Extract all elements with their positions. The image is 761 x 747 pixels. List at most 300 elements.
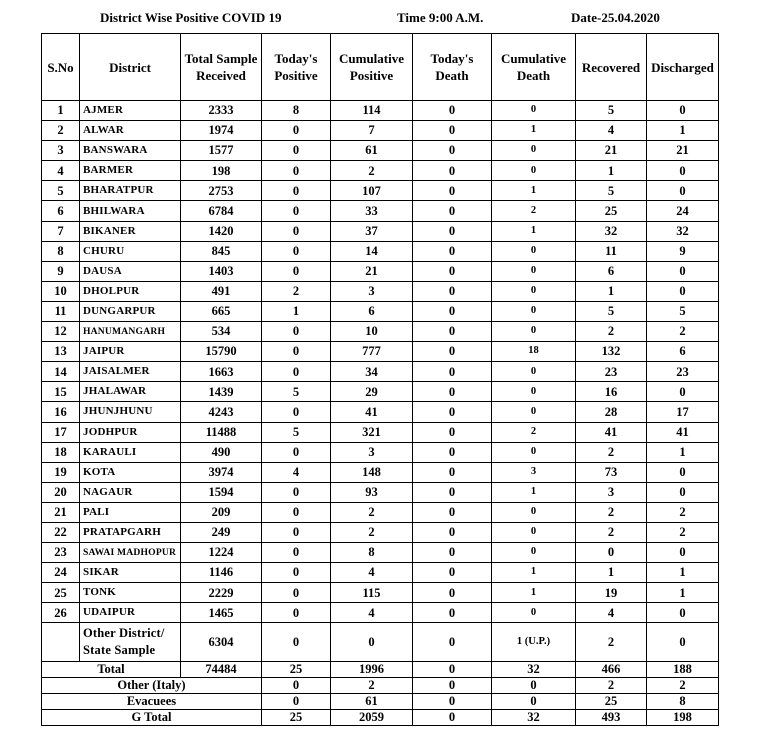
row-cumulative-positive: 107: [331, 181, 413, 201]
row-sno: 23: [42, 543, 80, 563]
row-todays-positive: 2: [262, 281, 331, 301]
evacuees-label: Evacuees: [42, 694, 262, 710]
row-cumulative-positive: 3: [331, 281, 413, 301]
grand-total-todays-positive: 25: [262, 710, 331, 726]
row-cumulative-death: 0: [492, 362, 576, 382]
row-cumulative-death: 0: [492, 322, 576, 342]
row-discharged: 23: [647, 362, 719, 382]
row-discharged: 0: [647, 482, 719, 502]
row-recovered: 32: [576, 221, 647, 241]
row-total-sample: 1403: [181, 261, 262, 281]
row-district: DAUSA: [80, 261, 181, 281]
row-todays-positive: 0: [262, 322, 331, 342]
table-row: [42, 382, 719, 402]
row-cumulative-positive: 7: [331, 121, 413, 141]
row-recovered: 25: [576, 201, 647, 221]
row-todays-death: 0: [413, 161, 492, 181]
row-recovered: 1: [576, 563, 647, 583]
row-todays-death: 0: [413, 522, 492, 542]
row-todays-positive: 0: [262, 161, 331, 181]
row-todays-death: 0: [413, 121, 492, 141]
row-discharged: 2: [647, 522, 719, 542]
row-cumulative-death: 1: [492, 121, 576, 141]
total-todays-positive: 25: [262, 662, 331, 678]
table-row: [42, 502, 719, 522]
col-sno: S.No: [42, 34, 80, 101]
row-sno: 7: [42, 221, 80, 241]
row-discharged: 1: [647, 121, 719, 141]
col-cumulative-positive: Cumulative Positive: [331, 34, 413, 101]
row-todays-death: 0: [413, 241, 492, 261]
evacuees-discharged: 8: [647, 694, 719, 710]
table-row: [42, 322, 719, 342]
row-todays-positive: 0: [262, 342, 331, 362]
row-district: PALI: [80, 502, 181, 522]
evacuees-todays-positive: 0: [262, 694, 331, 710]
row-cumulative-positive: 6: [331, 301, 413, 321]
table-row: [42, 342, 719, 362]
row-todays-positive: 0: [262, 181, 331, 201]
row-total-sample: 2229: [181, 583, 262, 603]
row-district: AJMER: [80, 101, 181, 121]
row-total-sample: 1465: [181, 603, 262, 623]
row-sno: 18: [42, 442, 80, 462]
row-total-sample: 15790: [181, 342, 262, 362]
row-total-sample: 6784: [181, 201, 262, 221]
row-recovered: 2: [576, 442, 647, 462]
row-district: JHUNJHUNU: [80, 402, 181, 422]
row-todays-positive: 0: [262, 362, 331, 382]
row-total-sample: 1974: [181, 121, 262, 141]
row-cumulative-death: 0: [492, 261, 576, 281]
row-recovered: 4: [576, 121, 647, 141]
table-row: [42, 402, 719, 422]
row-todays-positive: 8: [262, 101, 331, 121]
row-district: HANUMANGARH: [80, 322, 181, 342]
row-todays-positive: 0: [262, 603, 331, 623]
row-total-sample: 1224: [181, 543, 262, 563]
row-discharged: 0: [647, 161, 719, 181]
grand-total-label: G Total: [42, 710, 262, 726]
row-discharged: 1: [647, 563, 719, 583]
row-todays-positive: 0: [262, 583, 331, 603]
col-recovered: Recovered: [576, 34, 647, 101]
row-cumulative-death: 0: [492, 301, 576, 321]
report-time: Time 9:00 A.M.: [397, 10, 484, 25]
row-total-sample: 4243: [181, 402, 262, 422]
row-recovered: 2: [576, 502, 647, 522]
row-recovered: 11: [576, 241, 647, 261]
row-discharged: 5: [647, 301, 719, 321]
row-cumulative-death: 0: [492, 603, 576, 623]
table-row: [42, 603, 719, 623]
table-row: [42, 583, 719, 603]
row-todays-positive: 1: [262, 301, 331, 321]
row-discharged: 2: [647, 502, 719, 522]
row-recovered: 3: [576, 482, 647, 502]
row-todays-death: 0: [413, 181, 492, 201]
row-district: PRATAPGARH: [80, 522, 181, 542]
row-district: UDAIPUR: [80, 603, 181, 623]
italy-recovered: 2: [576, 678, 647, 694]
total-row: [42, 662, 719, 678]
row-discharged: 6: [647, 342, 719, 362]
row-todays-death: 0: [413, 301, 492, 321]
grand-total-discharged: 198: [647, 710, 719, 726]
row-cumulative-positive: 4: [331, 603, 413, 623]
row-todays-death: 0: [413, 442, 492, 462]
table-row: [42, 482, 719, 502]
row-district: ALWAR: [80, 121, 181, 141]
row-todays-positive: 0: [262, 141, 331, 161]
row-discharged: 1: [647, 583, 719, 603]
row-cumulative-death: 1: [492, 482, 576, 502]
row-todays-death: 0: [413, 603, 492, 623]
italy-cumulative-positive: 2: [331, 678, 413, 694]
italy-todays-positive: 0: [262, 678, 331, 694]
table-row: [42, 301, 719, 321]
table-row: [42, 563, 719, 583]
other-district-row: [42, 623, 719, 662]
row-cumulative-death: 0: [492, 281, 576, 301]
row-district: BANSWARA: [80, 141, 181, 161]
row-recovered: 2: [576, 322, 647, 342]
row-discharged: 0: [647, 261, 719, 281]
row-cumulative-death: 0: [492, 402, 576, 422]
row-discharged: 0: [647, 543, 719, 563]
row-todays-positive: 0: [262, 241, 331, 261]
row-sno: 3: [42, 141, 80, 161]
row-todays-positive: 0: [262, 121, 331, 141]
total-label: Total: [42, 662, 181, 678]
row-cumulative-positive: 114: [331, 101, 413, 121]
table-row: [42, 121, 719, 141]
row-district: KARAULI: [80, 442, 181, 462]
row-recovered: 1: [576, 281, 647, 301]
row-total-sample: 491: [181, 281, 262, 301]
table-row: [42, 101, 719, 121]
row-sno: 4: [42, 161, 80, 181]
row-todays-positive: 0: [262, 522, 331, 542]
row-cumulative-positive: 41: [331, 402, 413, 422]
col-discharged: Discharged: [647, 34, 719, 101]
total-recovered: 466: [576, 662, 647, 678]
row-sno: 8: [42, 241, 80, 261]
table-row: [42, 422, 719, 442]
row-sno: 2: [42, 121, 80, 141]
row-district: DUNGARPUR: [80, 301, 181, 321]
grand-total-todays-death: 0: [413, 710, 492, 726]
row-cumulative-death: 1: [492, 221, 576, 241]
col-todays-death: Today's Death: [413, 34, 492, 101]
row-cumulative-death: 0: [492, 442, 576, 462]
grand-total-cumulative-positive: 2059: [331, 710, 413, 726]
row-recovered: 73: [576, 462, 647, 482]
row-total-sample: 1439: [181, 382, 262, 402]
evacuees-recovered: 25: [576, 694, 647, 710]
row-cumulative-death: 2: [492, 422, 576, 442]
row-cumulative-death: 0: [492, 161, 576, 181]
table-header-row: [42, 34, 719, 101]
total-cumulative-death: 32: [492, 662, 576, 678]
row-discharged: 0: [647, 101, 719, 121]
row-cumulative-positive: 34: [331, 362, 413, 382]
row-cumulative-death: 0: [492, 141, 576, 161]
row-total-sample: 3974: [181, 462, 262, 482]
row-cumulative-positive: 2: [331, 522, 413, 542]
row-recovered: 28: [576, 402, 647, 422]
row-cumulative-death: 3: [492, 462, 576, 482]
italy-discharged: 2: [647, 678, 719, 694]
row-sno: 11: [42, 301, 80, 321]
row-todays-death: 0: [413, 462, 492, 482]
row-cumulative-positive: 4: [331, 563, 413, 583]
row-todays-death: 0: [413, 382, 492, 402]
evacuees-todays-death: 0: [413, 694, 492, 710]
italy-row: [42, 678, 719, 694]
row-recovered: 0: [576, 543, 647, 563]
col-total-sample: Total Sample Received: [181, 34, 262, 101]
row-district: BIKANER: [80, 221, 181, 241]
row-todays-positive: 0: [262, 563, 331, 583]
row-cumulative-death: 0: [492, 382, 576, 402]
covid-district-table: [41, 33, 719, 726]
row-district: SAWAI MADHOPUR: [80, 543, 181, 563]
row-cumulative-death: 0: [492, 543, 576, 563]
row-sno: 13: [42, 342, 80, 362]
row-total-sample: 490: [181, 442, 262, 462]
row-cumulative-positive: 37: [331, 221, 413, 241]
row-recovered: 41: [576, 422, 647, 442]
row-sno: 10: [42, 281, 80, 301]
row-recovered: 23: [576, 362, 647, 382]
row-sno: 6: [42, 201, 80, 221]
table-row: [42, 522, 719, 542]
other-sno: [42, 623, 80, 662]
row-recovered: 16: [576, 382, 647, 402]
row-cumulative-death: 1: [492, 583, 576, 603]
row-sno: 22: [42, 522, 80, 542]
row-district: JAISALMER: [80, 362, 181, 382]
row-discharged: 1: [647, 442, 719, 462]
other-todays-positive: 0: [262, 623, 331, 662]
row-district: KOTA: [80, 462, 181, 482]
row-district: DHOLPUR: [80, 281, 181, 301]
row-recovered: 1: [576, 161, 647, 181]
row-district: NAGAUR: [80, 482, 181, 502]
total-sample: 74484: [181, 662, 262, 678]
row-total-sample: 1420: [181, 221, 262, 241]
row-cumulative-death: 1: [492, 181, 576, 201]
row-sno: 9: [42, 261, 80, 281]
table-row: [42, 241, 719, 261]
row-todays-positive: 0: [262, 221, 331, 241]
table-row: [42, 362, 719, 382]
row-cumulative-death: 0: [492, 101, 576, 121]
report-date: Date-25.04.2020: [571, 10, 660, 25]
other-cumulative-positive: 0: [331, 623, 413, 662]
row-cumulative-positive: 115: [331, 583, 413, 603]
row-cumulative-positive: 321: [331, 422, 413, 442]
row-todays-death: 0: [413, 543, 492, 563]
row-total-sample: 1577: [181, 141, 262, 161]
row-recovered: 5: [576, 101, 647, 121]
other-discharged: 0: [647, 623, 719, 662]
table-row: [42, 462, 719, 482]
row-cumulative-death: 0: [492, 522, 576, 542]
table-row: [42, 543, 719, 563]
total-cumulative-positive: 1996: [331, 662, 413, 678]
row-cumulative-positive: 93: [331, 482, 413, 502]
col-district: District: [80, 34, 181, 101]
row-sno: 15: [42, 382, 80, 402]
table-row: [42, 442, 719, 462]
row-recovered: 2: [576, 522, 647, 542]
row-sno: 19: [42, 462, 80, 482]
row-discharged: 0: [647, 281, 719, 301]
table-row: [42, 201, 719, 221]
row-discharged: 0: [647, 603, 719, 623]
row-cumulative-positive: 14: [331, 241, 413, 261]
row-discharged: 41: [647, 422, 719, 442]
row-discharged: 24: [647, 201, 719, 221]
row-recovered: 5: [576, 301, 647, 321]
other-cumulative-death: 1 (U.P.): [492, 623, 576, 662]
other-total: 6304: [181, 623, 262, 662]
table-row: [42, 281, 719, 301]
row-total-sample: 1146: [181, 563, 262, 583]
row-cumulative-positive: 33: [331, 201, 413, 221]
row-discharged: 2: [647, 322, 719, 342]
row-cumulative-positive: 3: [331, 442, 413, 462]
row-cumulative-positive: 61: [331, 141, 413, 161]
row-todays-death: 0: [413, 422, 492, 442]
col-cumulative-death: Cumulative Death: [492, 34, 576, 101]
row-todays-positive: 0: [262, 261, 331, 281]
row-district: BHILWARA: [80, 201, 181, 221]
row-todays-death: 0: [413, 221, 492, 241]
table-row: [42, 261, 719, 281]
row-total-sample: 198: [181, 161, 262, 181]
table-row: [42, 161, 719, 181]
row-discharged: 0: [647, 181, 719, 201]
row-cumulative-death: 18: [492, 342, 576, 362]
row-cumulative-positive: 8: [331, 543, 413, 563]
row-todays-death: 0: [413, 261, 492, 281]
row-todays-positive: 4: [262, 462, 331, 482]
row-todays-positive: 0: [262, 482, 331, 502]
row-discharged: 0: [647, 382, 719, 402]
row-total-sample: 2753: [181, 181, 262, 201]
grand-total-recovered: 493: [576, 710, 647, 726]
row-recovered: 132: [576, 342, 647, 362]
row-discharged: 32: [647, 221, 719, 241]
row-cumulative-death: 0: [492, 241, 576, 261]
row-discharged: 9: [647, 241, 719, 261]
row-sno: 1: [42, 101, 80, 121]
total-discharged: 188: [647, 662, 719, 678]
row-todays-positive: 0: [262, 442, 331, 462]
row-todays-death: 0: [413, 342, 492, 362]
italy-todays-death: 0: [413, 678, 492, 694]
row-district: CHURU: [80, 241, 181, 261]
italy-cumulative-death: 0: [492, 678, 576, 694]
col-todays-positive: Today's Positive: [262, 34, 331, 101]
evacuees-cumulative-death: 0: [492, 694, 576, 710]
row-total-sample: 534: [181, 322, 262, 342]
row-cumulative-positive: 2: [331, 161, 413, 181]
row-todays-positive: 5: [262, 422, 331, 442]
row-total-sample: 845: [181, 241, 262, 261]
row-cumulative-positive: 29: [331, 382, 413, 402]
table-row: [42, 181, 719, 201]
row-sno: 25: [42, 583, 80, 603]
row-todays-death: 0: [413, 322, 492, 342]
evacuees-row: [42, 694, 719, 710]
row-cumulative-death: 2: [492, 201, 576, 221]
row-district: BHARATPUR: [80, 181, 181, 201]
row-sno: 5: [42, 181, 80, 201]
row-cumulative-death: 1: [492, 563, 576, 583]
italy-label: Other (Italy): [42, 678, 262, 694]
row-total-sample: 1663: [181, 362, 262, 382]
row-discharged: 21: [647, 141, 719, 161]
row-district: BARMER: [80, 161, 181, 181]
total-todays-death: 0: [413, 662, 492, 678]
row-discharged: 17: [647, 402, 719, 422]
row-recovered: 21: [576, 141, 647, 161]
row-sno: 12: [42, 322, 80, 342]
row-todays-death: 0: [413, 402, 492, 422]
row-sno: 20: [42, 482, 80, 502]
row-todays-death: 0: [413, 141, 492, 161]
table-row: [42, 141, 719, 161]
row-sno: 17: [42, 422, 80, 442]
row-todays-death: 0: [413, 502, 492, 522]
row-todays-death: 0: [413, 281, 492, 301]
row-todays-death: 0: [413, 583, 492, 603]
row-sno: 26: [42, 603, 80, 623]
row-todays-death: 0: [413, 201, 492, 221]
row-todays-positive: 0: [262, 543, 331, 563]
row-todays-death: 0: [413, 563, 492, 583]
row-todays-death: 0: [413, 362, 492, 382]
row-cumulative-positive: 148: [331, 462, 413, 482]
row-total-sample: 1594: [181, 482, 262, 502]
row-district: TONK: [80, 583, 181, 603]
row-todays-positive: 0: [262, 201, 331, 221]
report-title: District Wise Positive COVID 19: [100, 10, 282, 25]
row-cumulative-death: 0: [492, 502, 576, 522]
row-todays-death: 0: [413, 101, 492, 121]
row-total-sample: 11488: [181, 422, 262, 442]
row-todays-positive: 0: [262, 402, 331, 422]
grand-total-row: [42, 710, 719, 726]
row-recovered: 19: [576, 583, 647, 603]
row-recovered: 6: [576, 261, 647, 281]
row-todays-death: 0: [413, 482, 492, 502]
row-total-sample: 665: [181, 301, 262, 321]
row-sno: 21: [42, 502, 80, 522]
row-todays-positive: 0: [262, 502, 331, 522]
row-cumulative-positive: 21: [331, 261, 413, 281]
other-todays-death: 0: [413, 623, 492, 662]
row-district: JODHPUR: [80, 422, 181, 442]
other-recovered: 2: [576, 623, 647, 662]
row-total-sample: 209: [181, 502, 262, 522]
row-sno: 16: [42, 402, 80, 422]
row-cumulative-positive: 2: [331, 502, 413, 522]
